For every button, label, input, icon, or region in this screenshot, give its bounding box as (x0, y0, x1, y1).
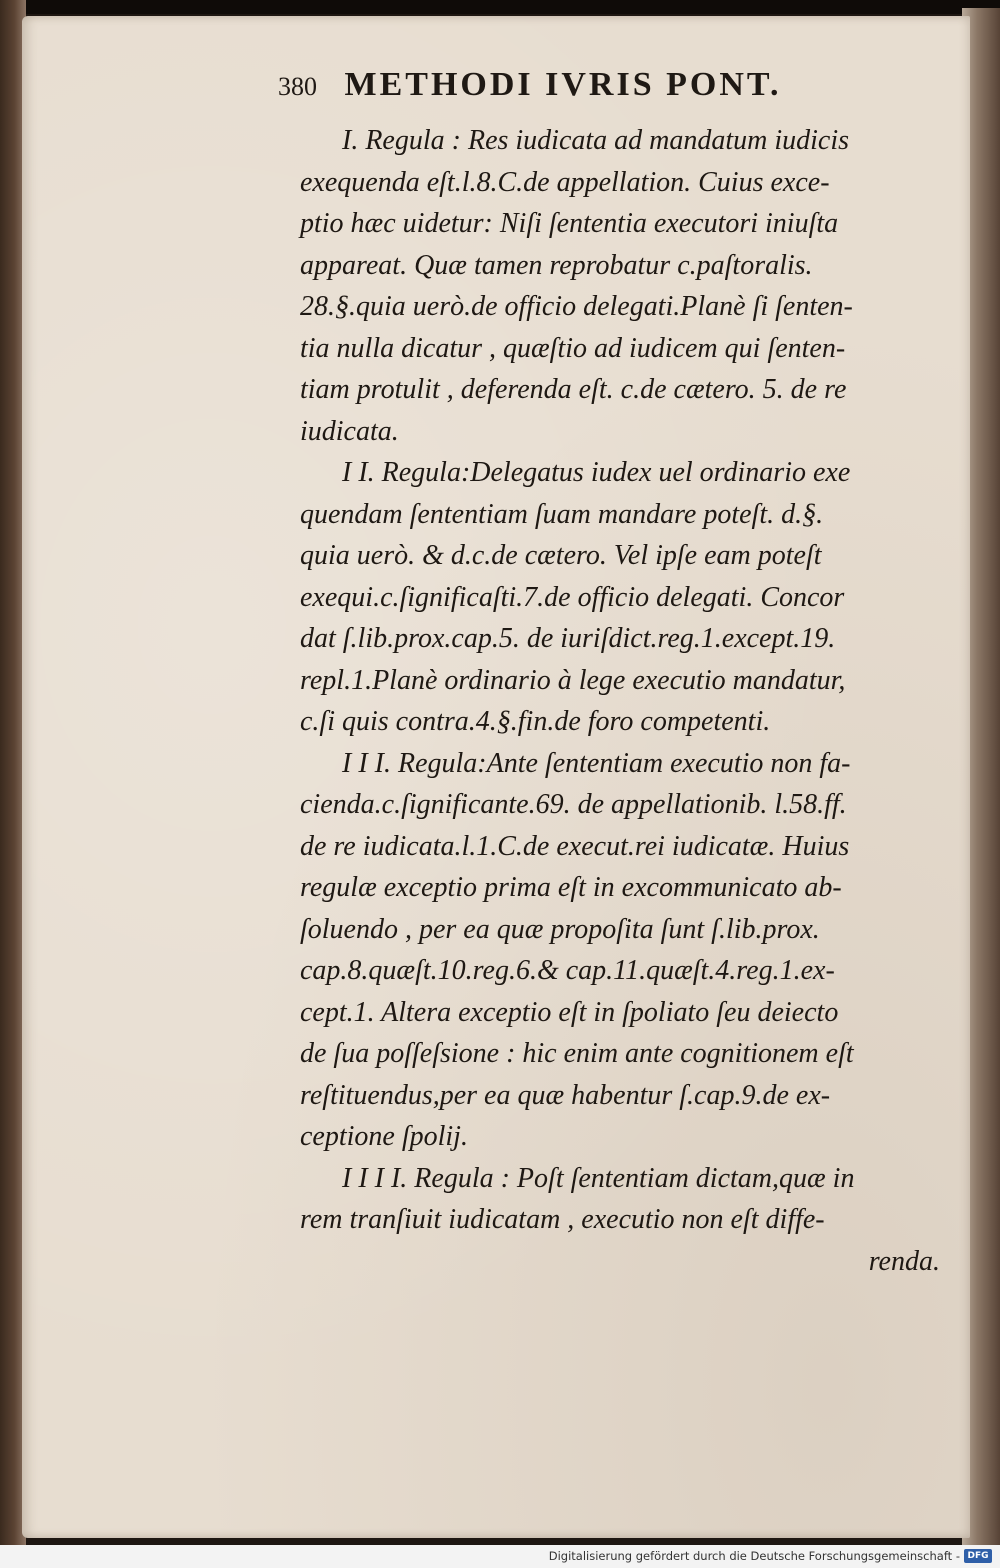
text-line: cienda.c.ſignificante.69. de appellationib. l.58.ff. (300, 789, 847, 820)
rule-4-line-1: I I I I. Regula : Poſt ſententiam dictam,quæ in (342, 1162, 855, 1194)
text-line: iudicata. (300, 415, 399, 447)
text-line: appareat. Quæ tamen reprobatur c.paſtoralis. (300, 249, 813, 281)
body-text (300, 120, 940, 1282)
text-line: ſoluendo , per ea quæ propoſita ſunt ſ.lib.prox. (300, 913, 820, 945)
text-line: repl.1.Planè ordinario à lege executio mandatur, (300, 664, 846, 696)
text-line: c.ſi quis contra.4.§.fin.de foro competenti. (300, 706, 771, 737)
text-line: regulæ exceptio prima eſt in excommunicato ab- (300, 872, 842, 903)
rule-2-line-1: I I. Regula:Delegatus iudex uel ordinario exe (342, 457, 851, 488)
text-line: reſtituendus,per ea quæ habentur ſ.cap.9.de ex- (300, 1079, 831, 1111)
scan-background (0, 0, 1000, 14)
text-line: exequi.c.ſignificaſti.7.de officio delegati. Concor (300, 581, 845, 613)
text-line: ceptione ſpolij. (300, 1121, 468, 1152)
digitization-footer (0, 1545, 1000, 1568)
page-header (278, 66, 918, 116)
running-title: METHODI IVRIS PONT. (344, 66, 782, 103)
text-line: quendam ſententiam ſuam mandare poteſt. d.§. (300, 498, 824, 530)
rule-3-line-1: I I I. Regula:Ante ſententiam executio non fa- (342, 747, 851, 779)
text-line: exequenda eſt.l.8.C.de appellation. Cuius exce- (300, 166, 830, 198)
text-line: cept.1. Altera exceptio eſt in ſpoliato ſeu deiecto (300, 996, 839, 1028)
text-line: 28.§.quia uerò.de officio delegati.Planè ſi ſenten- (300, 291, 853, 322)
text-line: rem tranſiuit iudicatam , executio non eſt diffe- (300, 1204, 825, 1235)
text-line: de ſua poſſeſsione : hic enim ante cognitionem eſt (300, 1038, 854, 1069)
text-line: ptio hæc uidetur: Niſi ſententia executori iniuſta (300, 208, 839, 239)
catchword: renda. (868, 1245, 940, 1277)
text-line: tia nulla dicatur , quæſtio ad iudicem qui ſenten- (300, 332, 846, 364)
text-line: tiam protulit , deferenda eſt. c.de cætero. 5. de re (300, 374, 847, 405)
text-line: quia uerò. & d.c.de cætero. Vel ipſe eam poteſt (300, 540, 822, 571)
text-line: cap.8.quæſt.10.reg.6.& cap.11.quæſt.4.reg.1.ex- (300, 955, 835, 986)
page-number: 380 (278, 72, 317, 101)
rule-1-line-1: I. Regula : Res iudicata ad mandatum iudicis (342, 125, 850, 156)
funding-credit: Digitalisierung gefördert durch die Deutsche Forschungsgemeinschaft - (548, 1549, 960, 1563)
text-line: de re iudicata.l.1.C.de execut.rei iudicatæ. Huius (300, 830, 850, 862)
text-line: dat ſ.lib.prox.cap.5. de iuriſdict.reg.1.except.19. (300, 623, 836, 654)
dfg-logo: DFG (964, 1549, 992, 1563)
